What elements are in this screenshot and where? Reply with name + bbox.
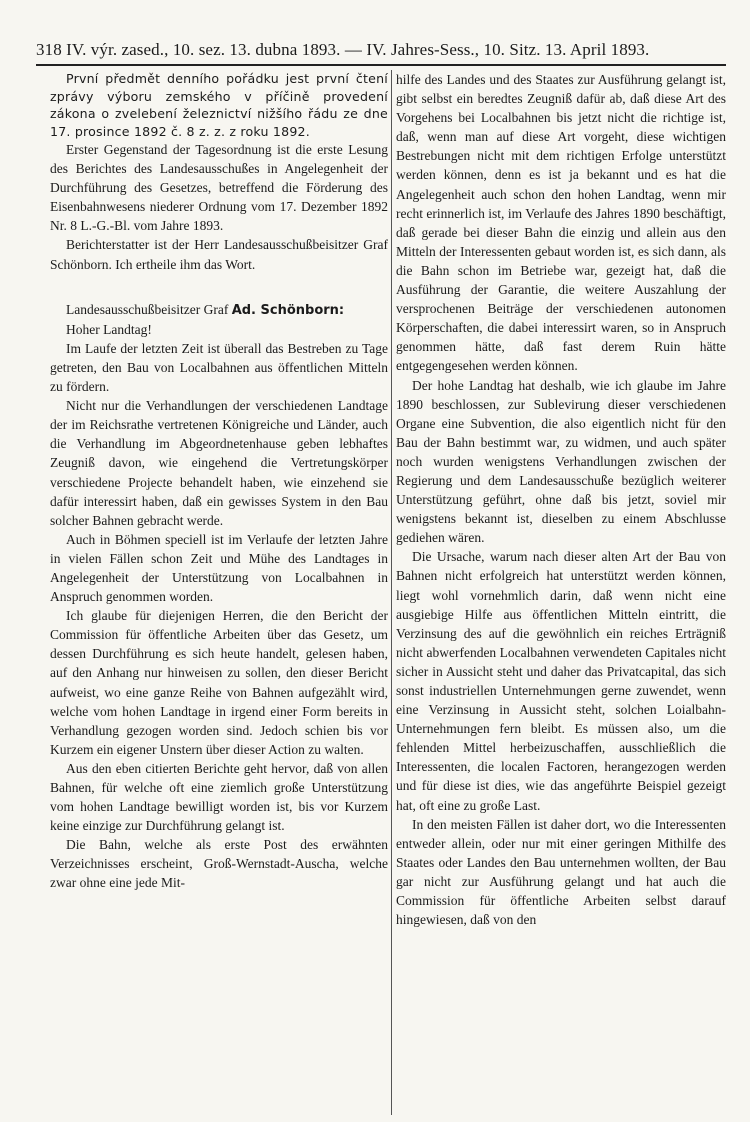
paragraph: Die Ursache, warum nach dieser alten Art der Bau von Bahnen nicht erfolgreich hat unterstützt werden können, liegt wohl vornehmlich darin, daß wenn nicht eine ausgiebige Hilfe aus öffentlichen Mitteln eintritt, die Verzinsung des auf die gewöhnlich ein reiches Erträgniß nicht abwerfenden Localbahnen verwendeten Capitales nicht sicher in Aussicht steht und daher das Privatcapital, das sich sonst industriellen Unternehmungen gerne zuwendet, wenn eine Verzinsung in Aussicht steht, solchen Loialbahn-Unternehmungen fern bleibt. Es müssen also, um die fehlenden Mittel herbeizuschaffen, ausschließlich die Interessenten, die localen Factoren, herangezogen werden und für diese ist dies, wie das angeführte Beispiel gezeigt hat, oft eine zu große Last.: [396, 549, 726, 813]
paragraph: Aus den eben citierten Berichte geht hervor, daß von allen Bahnen, für welche oft eine ziemlich große Unterstützung vom hohen Landtage bewilligt worden ist, bis vor Kurzem keine einzige zur Durchführung gelangt ist.: [50, 760, 388, 834]
right-column: [396, 70, 726, 929]
paragraph: In den meisten Fällen ist daher dort, wo die Interessenten entweder allein, oder nur mit einer geringen Mithilfe des Staates oder Landes den Bau unternehmen wollten, der Bau gar nicht zur Ausführung gelangt und hat auch die Commission für öffentliche Arbeiten selbst darauf hingewiesen, daß von den: [396, 816, 726, 928]
salutation: Hoher Landtag!: [66, 321, 152, 337]
paragraph: Ich glaube für diejenigen Herren, die den Bericht der Commission für öffentliche Arbeiten über das Gesetz, um dessen Durchführung es sich heute handelt, gelesen haben, auf den Anhang nur hinweisen zu sollen, den dieser Bericht aufweist, wo eine ganze Reihe von Bahnen aufgezählt wird, welche vom hohen Landtage in irgend einer Form bereits in Verhandlung gezogen worden sind. Jedoch schien bis vor Kurzem ein eigener Unstern über dieser Action zu walten.: [50, 608, 388, 757]
header-left: 318 IV. výr. zased., 10. sez. 13. dubna 1893.: [36, 40, 341, 59]
header-right: IV. Jahres-Sess., 10. Sitz. 13. April 1893.: [366, 40, 650, 59]
czech-agenda-item: První předmět denního pořádku jest první čtení zprávy výboru zemského v příčině provedení zákona o zvelebení železnictví nižšího řádu ze dne 17. prosince 1892 č. 8 z. z. z roku 1892.: [50, 71, 388, 139]
paragraph: hilfe des Landes und des Staates zur Ausführung gelangt ist, gibt selbst ein beredtes Zeugniß dafür ab, daß diese Art des Vorgehens bei Localbahnen bis jetzt nicht die richtige ist, daß, wenn man auf diese Art vorgeht, diese wichtigen Bestrebungen nicht mit dem richtigen Erfolge unterstützt werden können, denn es ist ja bekannt und es hat die Angelegenheit auch schon den hohen Landtag, wenn mir recht erinnerlich ist, im Verlaufe des Jahres 1890 beschäftigt, daß gerade bei dieser Bahn die einzig und allein aus den Mitteln der Interessenten gebaut worden ist, es sich dann, als die Bahn schon im Betriebe war, gezeigt hat, daß die Ausführung der Garantie, die weitere Auszahlung der versprochenen Beiträge der verschiedenen autonomen Körperschaften, die dabei interessirt waren, so in Anspruch genommen hätte, daß fast derem Ruin hätte entgegengesehen werden können.: [396, 72, 726, 374]
speaker-prefix: Landesausschußbeisitzer Graf: [66, 301, 229, 317]
paragraph: Im Laufe der letzten Zeit ist überall das Bestreben zu Tage getreten, den Bau von Localbahnen aus öffentlichen Mitteln zu fördern.: [50, 340, 388, 395]
paragraph: Auch in Böhmen speciell ist im Verlaufe der letzten Jahre in vielen Fällen schon Zeit und Mühe des Landtages in Angelegenheit der Unterstützung von Localbahnen in Anspruch genommen worden.: [50, 531, 388, 605]
column-divider: [391, 70, 392, 1115]
header-rule: [36, 64, 726, 66]
speaker-name: Ad. Schönborn:: [231, 302, 345, 318]
paragraph: Die Bahn, welche als erste Post des erwähnten Verzeichnisses erscheint, Groß-Wernstadt-Auscha, welche zwar ohne eine jede Mit-: [50, 837, 388, 891]
spacer: [50, 274, 388, 300]
left-column: [50, 70, 388, 893]
reporter-note: Berichterstatter ist der Herr Landesausschußbeisitzer Graf Schönborn. Ich ertheile ihm das Wort.: [50, 237, 388, 272]
german-agenda-item: Erster Gegenstand der Tagesordnung ist die erste Lesung des Berichtes des Landesausschußes in Angelegenheit der Durchführung des Gesetzes, betreffend die Förderung des Eisenbahnwesens niederer Ordnung vom 17. Dezember 1892 Nr. 8 L.-G.-Bl. vom Jahre 1893.: [50, 142, 388, 234]
header-separator: —: [344, 40, 362, 59]
page-header: [36, 40, 726, 60]
paragraph: Der hohe Landtag hat deshalb, wie ich glaube im Jahre 1890 beschlossen, zur Sublevirung dieser verschiedenen Organe eine Subvention, die also eigentlich nicht für den Bau der Bahn bestimmt war, zu widmen, und auch später noch wurden wenigstens Verhandlungen zwischen der Regierung und dem Landesausschuße bezüglich weiterer Unterstützung geführt, ohne daß bis jetzt, soviel mir wenigstens bekannt ist, dieselben zu einem Abschlusse gediehen wären.: [396, 377, 726, 546]
speaker-heading: [50, 300, 388, 320]
paragraph: Nicht nur die Verhandlungen der verschiedenen Landtage der im Reichsrathe vertretenen Königreiche und Länder, auch die Verhandlung im Abgeordnetenhause geben lebhaftes Zeugniß davon, wie eingehend die Vertretungskörper verschiedene Projecte behandelt haben, wie einzehend sie dafür interessirt haben, daß ein gewisses System in den Bau solcher Bahnen gebracht werde.: [50, 398, 388, 528]
